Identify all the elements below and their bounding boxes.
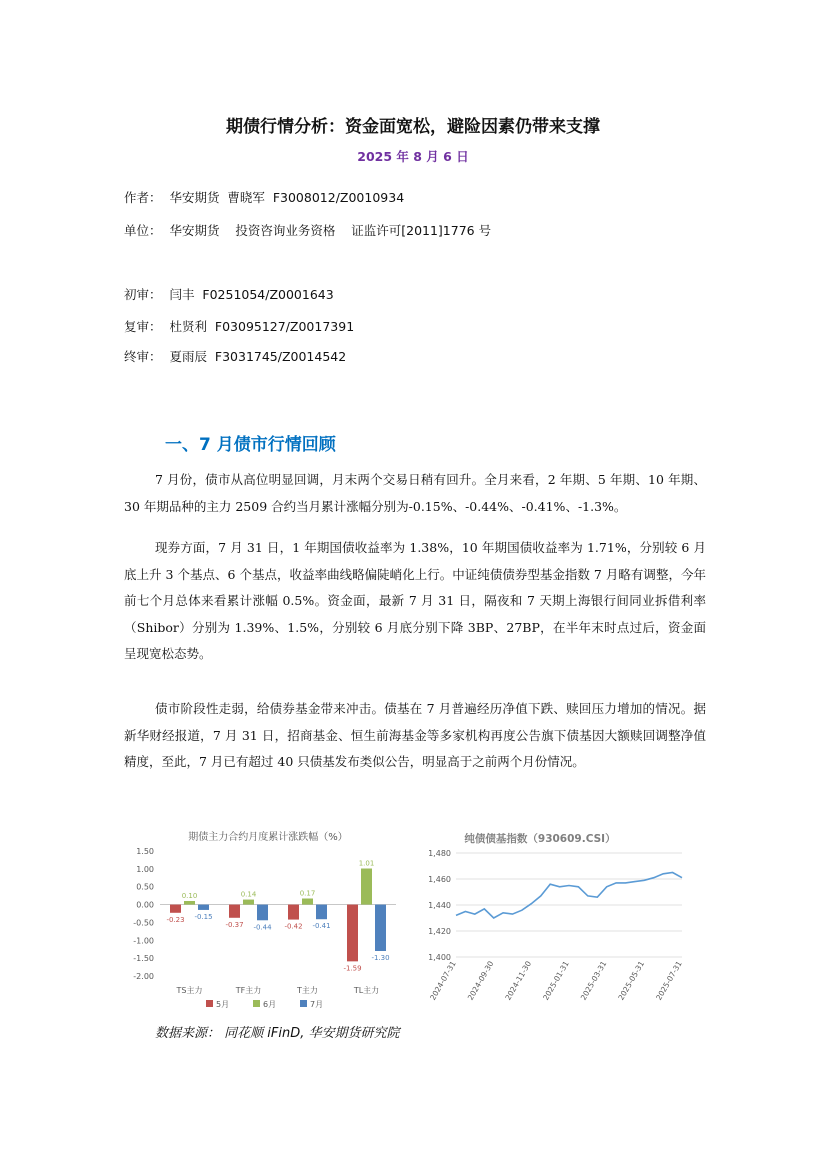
- line-x-tick-label: 2025-03-31: [578, 959, 609, 1002]
- bar: [198, 905, 209, 910]
- bar: [375, 905, 386, 951]
- bar: [170, 905, 181, 913]
- second-review-line: 复审： 杜贤利 F03095127/Z0017391: [124, 319, 355, 334]
- bar-y-tick-label: -1.00: [133, 936, 154, 946]
- bar-value-label: -1.59: [343, 964, 362, 973]
- paragraph-3: 债市阶段性走弱，给债券基金带来冲击。债基在 7 月普遍经历净值下跌、赎回压力增加的情况。据新华财经报道，7 月 31 日，招商基金、恒生前海基金等多家机构再度公告旗下债基因大额赎回调整净值精度，至此，7 月已有超过 40 只债基发布类似公告，明显高于之前两个月份情况。: [124, 701, 706, 769]
- line-x-tick-label: 2025-05-31: [616, 959, 647, 1002]
- section-heading: 一、7 月债市行情回顾: [165, 435, 336, 455]
- bar: [184, 901, 195, 905]
- bar: [229, 905, 240, 918]
- line-x-tick-label: 2024-07-31: [428, 959, 458, 1002]
- legend-swatch: [206, 1000, 213, 1007]
- bar-value-label: -0.15: [194, 912, 213, 921]
- line-x-tick-label: 2025-07-31: [654, 959, 684, 1002]
- bond-fund-index-chart: [408, 826, 692, 1016]
- legend-swatch: [300, 1000, 307, 1007]
- bar-value-label: -0.37: [225, 920, 244, 929]
- bar: [302, 899, 313, 905]
- bar-y-tick-label: -0.50: [133, 918, 154, 928]
- document-date: 2025 年 8 月 6 日: [357, 149, 469, 164]
- bar-y-tick-label: 0.50: [136, 882, 154, 892]
- legend-label: 5月: [216, 1000, 230, 1009]
- line-y-tick-label: 1,480: [428, 849, 451, 858]
- legend-label: 7月: [310, 1000, 324, 1009]
- bar-chart-title: 期债主力合约月度累计涨跌幅（%）: [188, 832, 348, 843]
- futures-bar-chart: [128, 826, 400, 1016]
- line-x-tick-label: 2024-11-30: [503, 959, 534, 1002]
- paragraph-2: 现券方面，7 月 31 日，1 年期国债收益率为 1.38%，10 年期国债收益率为 1.71%，分别较 6 月底上升 3 个基点、6 个基点，收益率曲线略偏陡峭化上行。中证纯债债券型基金指数 7 月略有调整，今年前七个月总体来看累计涨幅 0.5%。资金面，最新 7 月 31 日，隔夜和 7 天期上海银行间同业拆借利率（Shibor）分别为 1.39%、1.5%，分别较 6 月底分别下降 3BP、27BP，在半年末时点过后，资金面呈现宽松态势。: [124, 540, 706, 661]
- bar-value-label: 0.14: [240, 890, 257, 899]
- bar: [316, 905, 327, 920]
- bar-category-label: TL主力: [353, 986, 380, 995]
- bar-y-tick-label: 1.00: [136, 864, 154, 874]
- legend-swatch: [253, 1000, 260, 1007]
- line-y-tick-label: 1,460: [428, 875, 451, 884]
- line-y-tick-label: 1,420: [428, 927, 451, 936]
- bar-value-label: 0.17: [299, 889, 316, 898]
- bar: [288, 905, 299, 920]
- bar-category-label: TF主力: [235, 986, 262, 995]
- line-y-tick-label: 1,440: [428, 901, 451, 910]
- bar-y-tick-label: -2.00: [133, 972, 154, 981]
- bar-category-label: TS主力: [176, 986, 203, 995]
- bar: [243, 900, 254, 905]
- line-x-tick-label: 2024-09-30: [465, 959, 496, 1002]
- bar-value-label: 1.01: [358, 859, 375, 868]
- unit-line: 单位： 华安期货 投资咨询业务资格 证监许可[2011]1776 号: [124, 223, 492, 238]
- paragraph-1: 7 月份，债市从高位明显回调，月末两个交易日稍有回升。全月来看，2 年期、5 年期、10 年期、30 年期品种的主力 2509 合约当月累计涨幅分别为-0.15%、-0.44%、-0.41%、-1.3%。: [124, 472, 706, 514]
- line-y-tick-label: 1,400: [428, 953, 451, 962]
- bar-value-label: -0.44: [253, 923, 272, 932]
- legend-label: 6月: [263, 1000, 277, 1009]
- document-title: 期债行情分析：资金面宽松，避险因素仍带来支撑: [226, 117, 600, 137]
- bar-value-label: -0.41: [312, 922, 331, 931]
- final-review-line: 终审： 夏雨辰 F3031745/Z0014542: [124, 349, 347, 364]
- bar-value-label: -0.23: [166, 915, 185, 924]
- bar: [257, 905, 268, 921]
- bar-y-tick-label: 1.50: [136, 847, 154, 856]
- bar-value-label: -0.42: [284, 922, 303, 931]
- author-line: 作者： 华安期货 曹晓军 F3008012/Z0010934: [124, 190, 405, 205]
- bar-value-label: -1.30: [371, 954, 390, 962]
- line-x-tick-label: 2025-01-31: [541, 959, 571, 1002]
- bar: [361, 869, 372, 905]
- data-source-note: 数据来源： 同花顺 iFinD, 华安期货研究院: [155, 1026, 400, 1041]
- bar-category-label: T主力: [297, 986, 318, 995]
- bar-y-tick-label: -1.50: [133, 954, 154, 964]
- bar-y-tick-label: 0.00: [136, 900, 154, 910]
- bar-value-label: 0.10: [181, 892, 198, 900]
- first-review-line: 初审： 闫丰 F0251054/Z0001643: [124, 287, 334, 302]
- line-chart-title: 纯债债基指数（930609.CSI）: [464, 833, 616, 845]
- bar: [347, 905, 358, 962]
